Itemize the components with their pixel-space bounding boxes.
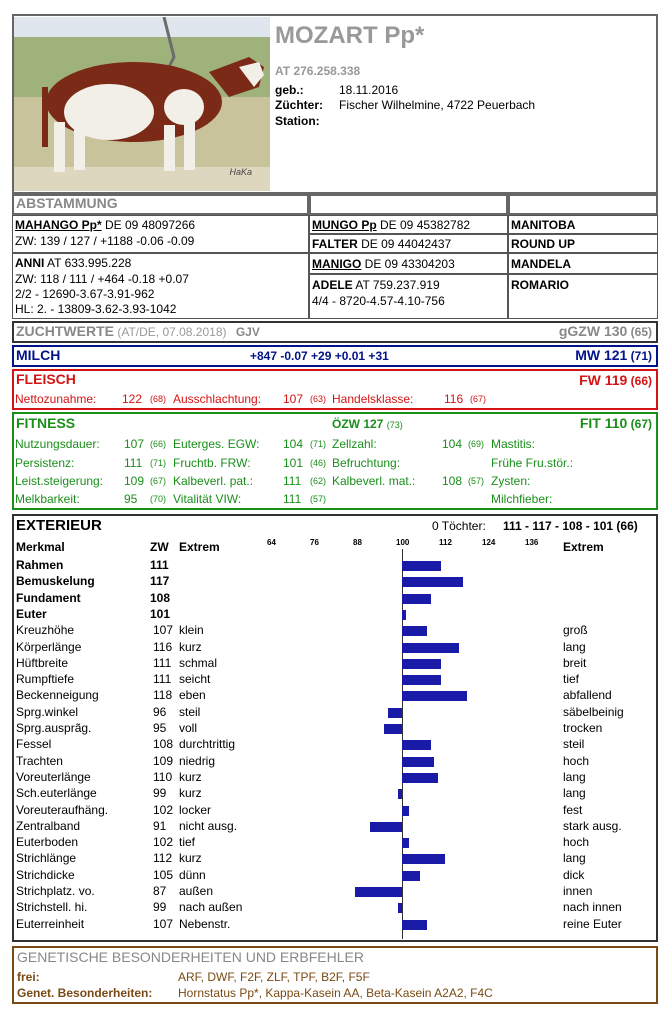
ds-name: MANIGO: [312, 257, 362, 271]
ext-extrem-right: hoch: [563, 753, 590, 768]
ext-merkmal: Strichstell. hi.: [16, 900, 88, 915]
station-label: Station:: [275, 114, 320, 128]
ext-bar: [402, 675, 441, 685]
ext-bar: [402, 854, 445, 864]
fitness-rel: (57): [468, 476, 485, 486]
dd-id: AT 759.237.919: [352, 278, 440, 292]
ext-merkmal: Euterreinheit: [16, 916, 85, 931]
ext-extrem-right: abfallend: [563, 688, 612, 703]
fitness-label: Kalbeverl. pat.:: [173, 474, 254, 488]
fleisch-label: Nettozunahme:: [15, 392, 97, 406]
ext-extrem-right: lang: [563, 639, 586, 654]
ext-zw: 109: [153, 753, 174, 768]
ext-extrem-right: dick: [563, 867, 585, 882]
toechter-label: 0 Töchter:: [432, 519, 486, 533]
ext-extrem-right: groß: [563, 623, 588, 638]
ext-zw: 111: [153, 655, 172, 670]
ext-bar: [402, 920, 427, 930]
sire-line: [15, 218, 195, 232]
col-merkmal: Merkmal: [16, 540, 65, 554]
fit-rel: (67): [630, 417, 652, 431]
ext-zw: 91: [153, 818, 167, 833]
ext-extrem-left: steil: [179, 704, 201, 719]
ss-line: [312, 218, 470, 232]
ext-bar: [402, 594, 431, 604]
ext-bar: [402, 871, 420, 881]
ext-zw: 107: [153, 623, 174, 638]
ext-zw: 108: [153, 737, 174, 752]
ext-extrem-left: kurz: [179, 851, 202, 866]
bull-name: MOZART Pp*: [275, 22, 425, 49]
fitness-label: Euterges. EGW:: [173, 437, 260, 451]
ext-bar: [402, 838, 409, 848]
ext-extrem-right: lang: [563, 769, 586, 784]
fleisch-label: Ausschlachtung:: [173, 392, 262, 406]
scale-tick-label: 136: [525, 538, 539, 547]
scale-tick-label: 64: [267, 538, 276, 547]
fleisch-rel: (68): [150, 394, 167, 404]
ext-zw: 118: [153, 688, 173, 703]
oezw-value: ÖZW 127: [332, 417, 384, 431]
ext-bar: [402, 561, 441, 571]
ext-bar: [402, 757, 434, 767]
sire-id: DE 09 48097266: [101, 218, 196, 232]
ggzw-value: gGZW 130: [558, 323, 628, 339]
ext-extrem-left: nach außen: [179, 900, 243, 915]
fitness-value: 111: [124, 456, 143, 470]
ext-extrem-right: säbelbeinig: [563, 704, 624, 719]
ext-merkmal: Fundament: [16, 590, 81, 605]
ext-extrem-left: kurz: [179, 639, 202, 654]
ext-bar: [402, 577, 463, 587]
ext-extrem-right: lang: [563, 786, 586, 801]
besonderheiten-value: Hornstatus Pp*, Kappa-Kasein AA, Beta-Kasein A2A2, F4C: [178, 986, 493, 1000]
ext-zw: 107: [153, 916, 174, 931]
oezw-rel: (73): [386, 420, 403, 430]
ext-extrem-left: tief: [179, 835, 196, 850]
zuchtwerte-sub: (AT/DE, 07.08.2018): [114, 325, 227, 339]
ext-bar: [398, 903, 402, 913]
fitness-label: Fruchtb. FRW:: [173, 456, 251, 470]
scale-tick-label: 76: [310, 538, 319, 547]
ext-extrem-left: niedrig: [179, 753, 216, 768]
fitness-rel: (69): [468, 439, 485, 449]
sd-line: [312, 237, 451, 251]
ext-merkmal: Körperlänge: [16, 639, 82, 654]
scale-tick-label: 124: [482, 538, 496, 547]
fleisch-value: 116: [444, 392, 464, 406]
ext-extrem-right: trocken: [563, 721, 603, 735]
ext-extrem-left: eben: [179, 688, 206, 703]
ext-extrem-right: lang: [563, 851, 586, 866]
sire-zw: ZW: 139 / 127 / +1188 -0.06 -0.09: [15, 234, 195, 248]
zuchtwerte-title: ZUCHTWERTE: [16, 323, 114, 339]
fleisch-value: 122: [122, 392, 143, 406]
dam-name: ANNI: [15, 256, 45, 270]
fleisch-title: FLEISCH: [16, 371, 76, 387]
fw-line: [579, 372, 652, 388]
fitness-title: FITNESS: [16, 415, 76, 431]
ss-name: MUNGO Pp: [312, 218, 377, 232]
ext-extrem-right: steil: [563, 737, 585, 752]
ext-extrem-right: stark ausg.: [563, 818, 622, 833]
ss-id: DE 09 45382782: [376, 218, 471, 232]
scale-tick-label: 112: [439, 538, 452, 547]
ext-zw: 101: [150, 606, 171, 621]
fitness-label: Melkbarkeit:: [15, 492, 80, 506]
fitness-value: 109: [124, 474, 145, 488]
ext-extrem-left: klein: [179, 623, 204, 638]
ext-merkmal: Strichplatz. vo.: [16, 884, 95, 898]
ext-merkmal: Strichdicke: [16, 867, 75, 882]
fitness-label: Persistenz:: [15, 456, 75, 470]
ext-merkmal: Sch.euterlänge: [16, 786, 97, 801]
fitness-value: 107: [124, 437, 145, 451]
ext-extrem-right: innen: [563, 884, 593, 898]
ext-merkmal: Rumpftiefe: [16, 672, 75, 687]
fitness-value: 111: [283, 492, 302, 506]
fitness-label: Vitalität VIW:: [173, 492, 242, 506]
ext-extrem-left: seicht: [179, 672, 211, 687]
ext-zw: 102: [153, 802, 174, 817]
fitness-value: 104: [283, 437, 304, 451]
ext-bar: [370, 822, 402, 832]
fitness-label-right: Frühe Fru.stör.:: [491, 456, 574, 470]
mw-line: [575, 347, 652, 363]
dss-name: MANDELA: [511, 257, 571, 271]
ext-merkmal: Voreuterlänge: [16, 769, 91, 784]
dam-line: [15, 256, 131, 270]
ext-bar: [355, 887, 402, 897]
ext-zw: 96: [153, 704, 167, 719]
fit-value: FIT 110: [579, 415, 628, 431]
ext-extrem-left: schmal: [179, 655, 218, 670]
sd-name: FALTER: [312, 237, 358, 251]
fitness-value: 108: [442, 474, 463, 488]
ext-extrem-right: nach innen: [563, 900, 622, 915]
fitness-label-right: Mastitis:: [491, 437, 536, 451]
zuechter-label: Züchter:: [275, 98, 323, 112]
ext-merkmal: Voreuteraufhäng.: [16, 802, 109, 817]
geb-value: 18.11.2016: [339, 83, 399, 97]
fitness-label: Leist.steigerung:: [15, 474, 104, 488]
ext-zw: 108: [150, 590, 171, 605]
zuchtwerte-title-line: [16, 323, 260, 339]
fitness-value: 111: [283, 474, 302, 488]
ext-zw: 110: [153, 769, 173, 784]
fit-line: [580, 415, 652, 431]
milch-values: +847 -0.07 +29 +0.01 +31: [250, 349, 389, 363]
ext-merkmal: Sprg.ausprãg.: [16, 721, 92, 735]
geb-label: geb.:: [275, 83, 304, 97]
fitness-rel: (71): [150, 458, 167, 468]
fitness-label: Zellzahl:: [332, 437, 377, 451]
besonderheiten-label: Genet. Besonderheiten:: [17, 986, 153, 1000]
dam-line2: HL: 2. - 13809-3.62-3.93-1042: [15, 302, 177, 316]
photo-signature: HaKa: [229, 167, 252, 177]
ds-id: DE 09 43304203: [361, 257, 455, 271]
ext-bar: [402, 740, 431, 750]
col-extrem: Extrem: [179, 540, 220, 554]
ext-merkmal: Trachten: [16, 753, 63, 768]
fitness-rel: (46): [310, 458, 327, 468]
milch-title: MILCH: [16, 347, 61, 363]
ssd-name: ROUND UP: [511, 237, 576, 251]
ext-zw: 99: [153, 900, 167, 915]
fleisch-label: Handelsklasse:: [332, 392, 414, 406]
fitness-rel: (67): [150, 476, 167, 486]
ext-bar: [398, 789, 402, 799]
genetik-title: GENETISCHE BESONDERHEITEN UND ERBFEHLER: [17, 949, 364, 965]
dd-line1: 4/4 - 8720-4.57-4.10-756: [312, 294, 445, 308]
ext-extrem-left: außen: [179, 884, 214, 898]
fitness-value: 101: [283, 456, 304, 470]
fitness-value: 95: [124, 492, 138, 506]
fitness-label: Nutzungsdauer:: [15, 437, 100, 451]
ext-extrem-left: Nebenstr.: [179, 916, 231, 931]
ext-extrem-right: tief: [563, 672, 580, 687]
ext-zw: 95: [153, 721, 167, 735]
ext-zw: 87: [153, 884, 167, 898]
ext-zw: 111: [150, 558, 169, 572]
bull-photo: [14, 17, 270, 191]
ext-merkmal: Euterboden: [16, 835, 79, 850]
ext-merkmal: Rahmen: [16, 558, 64, 572]
col-zw: ZW: [150, 540, 169, 554]
ext-merkmal: Kreuzhöhe: [16, 623, 75, 638]
ext-extrem-right: breit: [563, 655, 587, 670]
ext-merkmal: Zentralband: [16, 818, 81, 833]
ext-zw: 112: [153, 851, 173, 866]
fleisch-value: 107: [283, 392, 304, 406]
ext-extrem-right: reine Euter: [563, 916, 622, 931]
ext-extrem-left: dünn: [179, 867, 206, 882]
dam-zw: ZW: 118 / 111 / +464 -0.18 +0.07: [15, 272, 189, 286]
scale-tick-label: 88: [353, 538, 362, 547]
fitness-rel: (71): [310, 439, 327, 449]
ext-merkmal: Sprg.winkel: [16, 704, 79, 719]
ds-line: [312, 257, 455, 271]
fitness-label-right: Zysten:: [491, 474, 531, 488]
frei-label: frei:: [17, 970, 40, 984]
ext-bar: [402, 691, 467, 701]
oezw-line: [332, 417, 403, 431]
fitness-value: 104: [442, 437, 463, 451]
gjv-label: GJV: [235, 325, 260, 339]
ggzw-line: [559, 323, 652, 339]
ext-merkmal: Strichlänge: [16, 851, 77, 866]
fitness-rel: (66): [150, 439, 167, 449]
mw-rel: (71): [630, 349, 652, 363]
dam-id: AT 633.995.228: [44, 256, 132, 270]
ext-merkmal: Bemuskelung: [16, 574, 95, 589]
abstammung-title: ABSTAMMUNG: [16, 195, 118, 211]
dd-line: [312, 278, 440, 292]
zuechter-value: Fischer Wilhelmine, 4722 Peuerbach: [339, 98, 536, 112]
ext-zw: 111: [153, 672, 172, 687]
ext-zw: 116: [153, 639, 173, 654]
ext-merkmal: Hüftbreite: [16, 655, 69, 670]
fitness-rel: (70): [150, 494, 167, 504]
ext-bar: [402, 626, 427, 636]
ext-bar: [402, 610, 406, 620]
ext-zw: 102: [153, 835, 174, 850]
exterieur-summary: 111 - 117 - 108 - 101 (66): [503, 519, 638, 533]
ext-bar: [402, 806, 409, 816]
sss-name: MANITOBA: [511, 218, 576, 232]
fitness-label-right: Milchfieber:: [491, 492, 553, 506]
ext-extrem-left: locker: [179, 802, 212, 817]
fitness-label: Befruchtung:: [332, 456, 401, 470]
mw-value: MW 121: [575, 347, 628, 363]
ext-bar: [402, 659, 441, 669]
dd-name: ADELE: [312, 278, 353, 292]
ext-merkmal: Euter: [16, 606, 47, 621]
dam-line1: 2/2 - 12690-3.67-3.91-962: [15, 287, 155, 301]
fleisch-rel: (67): [470, 394, 487, 404]
ext-zw: 99: [153, 786, 167, 801]
exterieur-title: EXTERIEUR: [16, 517, 102, 534]
ext-extrem-left: kurz: [179, 786, 202, 801]
ext-extrem-right: fest: [563, 802, 583, 817]
fitness-label: Kalbeverl. mat.:: [332, 474, 416, 488]
fleisch-rel: (63): [310, 394, 327, 404]
ext-zw: 117: [150, 574, 170, 589]
ext-bar: [384, 724, 402, 734]
exterieur-box: [12, 514, 658, 942]
fitness-rel: (57): [310, 494, 327, 504]
fw-value: FW 119: [579, 372, 628, 388]
ext-extrem-left: kurz: [179, 769, 202, 784]
ext-extrem-right: hoch: [563, 835, 590, 850]
ext-extrem-left: nicht ausg.: [179, 818, 238, 833]
ggzw-rel: (65): [630, 325, 652, 339]
dds-name: ROMARIO: [511, 278, 569, 292]
fw-rel: (66): [630, 374, 652, 388]
ext-bar: [388, 708, 402, 718]
ext-bar: [402, 643, 459, 653]
abstammung-header-mid: [309, 194, 508, 215]
ext-merkmal: Beckenneigung: [16, 688, 99, 703]
fitness-rel: (62): [310, 476, 327, 486]
ext-merkmal: Fessel: [16, 737, 52, 752]
ext-bar: [402, 773, 438, 783]
col-extrem-right: Extrem: [563, 540, 604, 554]
abstammung-header-right: [508, 194, 658, 215]
sd-id: DE 09 44042437: [357, 237, 452, 251]
bull-reg-number: AT 276.258.338: [275, 64, 361, 78]
scale-tick-label: 100: [396, 538, 410, 547]
ext-extrem-left: durchtrittig: [179, 737, 236, 752]
bull-image: [14, 17, 270, 191]
ext-zw: 105: [153, 867, 174, 882]
ext-extrem-left: voll: [179, 721, 198, 735]
sire-name: MAHANGO Pp*: [15, 218, 102, 232]
frei-value: ARF, DWF, F2F, ZLF, TPF, B2F, F5F: [178, 970, 370, 984]
